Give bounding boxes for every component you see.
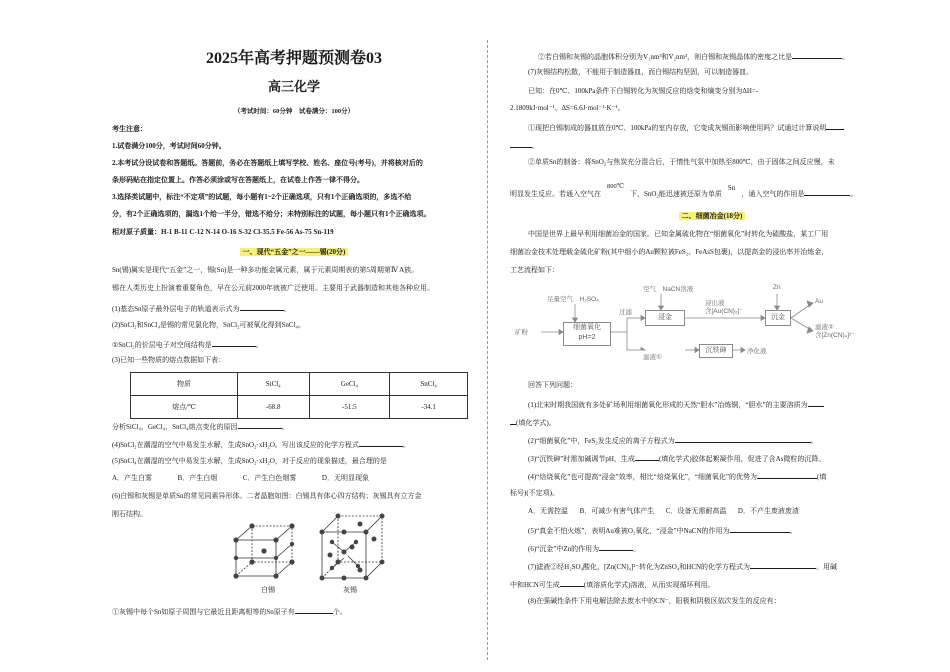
notice-heading: 考生注意： [112, 125, 147, 133]
temp-label: 800℃ [607, 183, 625, 190]
s1-q7e: ②单质Sn的制备：将SnO₂与焦炭充分混合后，于惰性气氛中加热至800℃，由于固体之间反应慢，未 [528, 158, 835, 166]
flow-zn: Zn [773, 284, 781, 291]
notice-item-3a: 3.选择类试题中，标注“不定项”的试题，每小题有1~2个正确选项，只有1个正确选项的，多选不给 [112, 193, 412, 201]
s1-q7f: 明显发生反应。若通入空气在800℃下，SnO₂能迅速被还原为单质Sn，通入空气的作用是 。 [510, 183, 858, 198]
flow-filtrate: 浸出液 含[Au(CN)₂]⁻ [705, 300, 743, 315]
option-d: D．无明显现象 [321, 474, 369, 482]
gray-tin-cell-figure [318, 512, 388, 584]
s1-q7c: 2.1809kJ·mol⁻¹、ΔS=6.6J·mol⁻¹·K⁻¹。 [510, 104, 625, 112]
answer-blank [675, 435, 811, 443]
table-header-cell: SiCl₄ [237, 373, 309, 396]
option-a: A．产生白雾 [112, 474, 153, 482]
s1-q6a: (6)白锡和灰锡是单质Sn的常见同素异形体。二者晶胞如图：白锡具有体心四方结构；灰锡具有立方金 [112, 492, 422, 500]
answer-blank [359, 439, 403, 447]
column-divider [487, 40, 488, 660]
notice-item-2b: 条形码贴在指定位置上。作答必须涂或写在答题纸上，在试卷上作答一律不得分。 [112, 176, 364, 184]
answer-blank [826, 122, 844, 130]
table-header-cell: 物质 [131, 373, 238, 396]
sn-label: Sn [727, 184, 736, 192]
answer-blank [750, 561, 816, 569]
table-header-cell: GeCl₄ [309, 373, 390, 396]
s1-q7b: 已知：在0℃、100kPa条件下白锡转化为灰锡反应的焓变和熵变分别为ΔH=- [528, 87, 759, 95]
answer-blank [295, 606, 333, 614]
s1-q5-options [112, 474, 369, 483]
process-flowchart [515, 282, 905, 374]
s2-q7a: (7)滤液②经H₂SO₄酸化，[Zn(CN)₄]²⁻转化为ZnSO₄和HCN的化学方程式为 。用碱 [528, 563, 838, 571]
table-header-cell: SnCl₄ [390, 373, 468, 396]
fig-label-gray-tin: 灰锡 [343, 586, 357, 594]
s2-q5: (5)“真金不怕火炼”，表明Au难被O₂氧化，“浸金”中NaCN的作用为 。 [528, 527, 797, 535]
answer-blank [212, 339, 256, 347]
answer-blank [804, 188, 850, 196]
answer-blank [238, 421, 282, 429]
exam-meta: （考试时间：60分钟 试卷满分：100分） [233, 108, 355, 115]
s1-q4: (4)SnCl₂在潮湿的空气中易发生水解，生成SnO₂·xH₂O。写出该反应的化学方程式 。 [112, 441, 410, 449]
flow-purified: 净化液 [747, 348, 767, 355]
option-d: D．不产生废液废渣 [737, 507, 799, 515]
flow-box-leach: 浸金 [645, 310, 685, 326]
s2-q4c: 标号)(不定项)。 [510, 489, 559, 497]
notice-item-1: 1.试卷满分100分，考试时间60分钟。 [112, 142, 226, 150]
s1-q6d: ②若白锡和灰锡的晶胞体积分别为V₁nm³和V₂nm³，则白锡和灰锡晶体的密度之比是 。 [538, 53, 850, 61]
table-row [131, 396, 468, 419]
flow-filtrate-2: 滤液② 含[Zn(CN)₄]²⁻ [815, 324, 855, 339]
s2-q4a: (4)“焙烧氧化”也可提高“浸金”效率，相比“焙烧氧化”，“细菌氧化”的优势为 (填 [528, 473, 827, 481]
answer-blank [510, 140, 532, 148]
s2-q1b: (填化学式)。 [510, 417, 556, 428]
notice-item-3b: 分，有2个正确选项的，漏选1个给一半分，错选不给分；未特别标注的试题，每小题只有1个正确选项。 [112, 210, 431, 218]
flow-filter: 过滤 [619, 309, 632, 316]
s1-q2: (2)SnCl₂和SnCl₄是锡的常见氯化物，SnCl₂可被氧化得到SnCl₄。 [112, 321, 305, 329]
fig-label-white-tin: 白锡 [261, 586, 275, 594]
page-title: 2025年高考押题预测卷03 [205, 50, 382, 67]
s1-q1: (1)基态Sn原子最外层电子的轨道表示式为 。 [112, 305, 291, 313]
option-b: B．可减少有害气体产生 [579, 507, 655, 515]
s1-q6c: ①灰锡中每个Sn如原子周围与它最近且距离相等的Sn原子有 个。 [112, 608, 347, 616]
s1-q5: (5)SnCl₄在潮湿的空气中易发生水解，生成SnO₂·xH₂O，对于反应的现象描述，最合理的是 [112, 457, 387, 465]
s2-q4-options [528, 507, 799, 516]
white-tin-cell-figure [230, 518, 302, 584]
s2-intro-2: 细菌冶金技术处理载金硫化矿粉(其中细小的Au颗粒被FeS₂、FeAsS包裹)，以提高金的浸出率并冶炼金， [510, 248, 829, 256]
table-row-label: 熔点/℃ [131, 396, 238, 419]
table-cell: -68.8 [237, 396, 309, 419]
section-2-heading: 二、细菌冶金(18分) [510, 212, 914, 221]
table-cell: -34.1 [390, 396, 468, 419]
s1-q7d: ①现把白锡制成的器皿放在0℃、100kPa的室内存放，它变成灰锡而影响使用吗？试通过计算说明 [528, 122, 844, 133]
answer-blank [240, 303, 284, 311]
flow-inputs-2: 空气 NaCN溶液 [643, 286, 694, 293]
flow-filtrate-1: 滤液① [643, 354, 662, 361]
notice-item-2a: 2.本考试分设试卷和答题纸。答题前，务必在答题纸上填写学校、姓名、座位号(考号)，并将核对后的 [112, 159, 423, 167]
flow-box-precip-gold: 沉金 [765, 310, 791, 326]
answer-blank [599, 543, 633, 551]
s2-answer-prompt: 回答下列问题： [528, 381, 577, 389]
flow-au: Au [815, 298, 823, 305]
answer-blank [792, 51, 842, 59]
s1-q3: (3)已知一些物质的熔点数据如下表： [112, 356, 226, 364]
option-b: B．产生白烟 [177, 474, 218, 482]
s1-q7d-cont: 。 [510, 140, 539, 151]
option-c: C．设备无需耐高温 [665, 507, 727, 515]
answer-blank [635, 453, 659, 461]
flow-ore: 矿粉 [515, 329, 528, 336]
answer-blank [730, 525, 790, 533]
s2-q1a: (1)北宋时期我国就有多处矿场利用细菌氧化形成的天然“胆水”冶炼铜，“胆水”的主要溶质为 [528, 399, 824, 410]
s2-intro-1: 中国是世界上最早利用细菌冶金的国家。已知金属硫化物在“细菌氧化”时转化为硫酸盐，某工厂用 [528, 230, 829, 238]
s1-q7: (7)灰锡结构松散，不能用于制造器皿，而白锡结构坚固，可以制造器皿。 [528, 68, 754, 76]
s2-intro-3: 工艺流程如下： [510, 266, 559, 274]
s2-q6: (6)“沉金”中Zn的作用为 。 [528, 545, 641, 553]
flow-box-bio-oxidation: 细菌氧化 pH=2 [563, 322, 611, 346]
s1-intro-1: Sn(锡)属实是现代“五金”之一，锡(Sn)是一种多功能金属元素，属于元素周期表的第5周期第Ⅳ A族。 [112, 266, 419, 274]
s2-q8: (8)在强碱性条件下用电解法除去废水中的CN⁻，阳极和阴极区依次发生的反应有： [528, 597, 781, 605]
answer-blank [757, 471, 817, 479]
flow-inputs-1: 足量空气 H₂SO₄ [547, 296, 599, 303]
s2-q2: (2)“细菌氧化”中，FeS₂发生反应的离子方程式为 。 [528, 437, 818, 445]
s2-q3: (3)“沉铁砷”时需加碱调节pH，生成 (填化学式)胶体起絮凝作用，促进了含As微粒的沉降。 [528, 455, 826, 463]
flow-box-precip-fe-as: 沉铁砷 [699, 344, 733, 358]
table-cell: -51.5 [309, 396, 390, 419]
answer-blank [808, 399, 824, 407]
s1-q6b: 刚石结构。 [112, 510, 147, 518]
page-subtitle: 高三化学 [267, 79, 320, 94]
s1-q3b: 分析SiCl₄、GeCl₄、SnCl₄熔点变化的原因 。 [112, 423, 289, 431]
melting-point-table [130, 372, 468, 419]
s1-q2a: ①SnCl₂的价层电子对空间结构是 。 [112, 341, 263, 349]
option-c: C．产生白色烟雾 [242, 474, 297, 482]
s2-q7c: 中和HCN可生成 (填溶质化学式)溶液，从而实现循环利用。 [510, 581, 715, 589]
option-a: A．无需控温 [528, 507, 569, 515]
s1-intro-2: 锡在人类历史上扮演着重要角色，早在公元前2000年就被广泛使用。主要用于武器制造和其他各种应用。 [112, 284, 434, 292]
section-1-heading: 一、现代“五金”之一——锡(20分) [112, 248, 476, 257]
table-row [131, 373, 468, 396]
answer-blank [560, 579, 584, 587]
atomic-masses: 相对原子质量：H-1 B-11 C-12 N-14 O-16 S-32 Cl-35.5 Fe-56 As-75 Sn-119 [112, 228, 334, 236]
